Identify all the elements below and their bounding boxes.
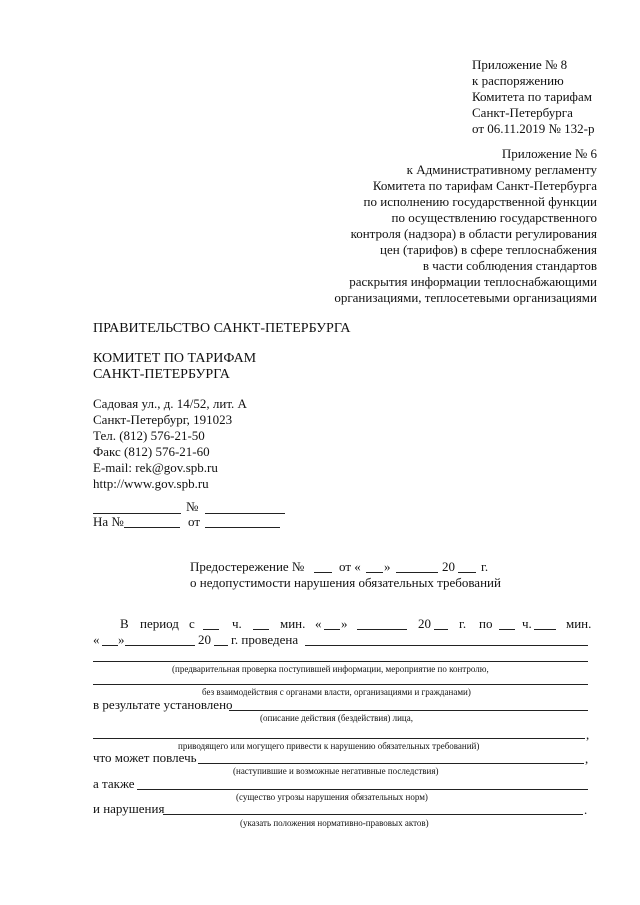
government-heading: ПРАВИТЕЛЬСТВО САНКТ-ПЕТЕРБУРГА (93, 321, 351, 336)
period-word: » (341, 616, 348, 631)
phone-line: Тел. (812) 576-21-50 (93, 428, 205, 443)
reply-number-field[interactable] (124, 527, 180, 528)
consequences-comma: , (585, 751, 589, 766)
reply-date-field[interactable] (205, 527, 280, 528)
start-year-field[interactable] (434, 629, 448, 630)
period-word: г. (459, 616, 467, 631)
established-label: в результате установлено (93, 697, 233, 712)
violations-field[interactable] (163, 814, 583, 815)
warning-month-field[interactable] (396, 572, 438, 573)
end-minute-field[interactable] (534, 629, 556, 630)
appendix-8-line: к распоряжению (472, 73, 564, 88)
appendix-8-line: Приложение № 8 (472, 57, 568, 72)
row2-year-prefix: 20 (198, 632, 211, 647)
period-word: мин. (566, 616, 592, 631)
warning-year-field[interactable] (458, 572, 476, 573)
caption-check-type: (предварительная проверка поступившей информации, мероприятие по контролю, (172, 664, 489, 674)
period-word: В (120, 616, 129, 631)
start-month-field[interactable] (357, 629, 407, 630)
title-warning-label: Предостережение № (190, 559, 305, 574)
appendix-8-line: Комитета по тарифам (472, 89, 592, 104)
title-subject: о недопустимости нарушения обязательных требований (190, 575, 501, 590)
also-label: а также (93, 776, 135, 791)
conducted-field-continued[interactable] (93, 661, 588, 662)
appendix-6-line: Комитета по тарифам Санкт-Петербурга (372, 178, 597, 193)
period-word: мин. (280, 616, 306, 631)
violations-period: . (584, 802, 588, 817)
appendix-6-line: цен (тарифов) в сфере теплоснабжения (380, 242, 597, 257)
appendix-6-line: организациями, теплосетевыми организациями (334, 290, 597, 305)
title-from-label: от « (339, 559, 361, 574)
committee-heading-city: САНКТ-ПЕТЕРБУРГА (93, 367, 230, 382)
appendix-8-line: Санкт-Петербурга (472, 105, 573, 120)
start-day-field[interactable] (324, 629, 340, 630)
established-field[interactable] (229, 710, 588, 711)
appendix-6-line: по осуществлению государственного (391, 210, 597, 225)
conducted-field-line3[interactable] (93, 684, 588, 685)
warning-day-field[interactable] (366, 572, 383, 573)
address-line: Санкт-Петербург, 191023 (93, 412, 233, 427)
number-sign: № (186, 499, 199, 514)
period-word: « (315, 616, 322, 631)
website-line: http://www.gov.spb.ru (93, 476, 209, 491)
violations-label: и нарушения (93, 801, 165, 816)
start-hour-field[interactable] (203, 629, 219, 630)
appendix-8-line: от 06.11.2019 № 132-р (472, 121, 595, 136)
row2-conducted: г. проведена (231, 632, 299, 647)
appendix-6-line: к Административному регламенту (406, 162, 597, 177)
title-year-suffix: г. (481, 559, 489, 574)
caption-threat: (существо угрозы нарушения обязательных норм) (236, 792, 428, 802)
conducted-field[interactable] (305, 645, 588, 646)
may-cause-label: что может повлечь (93, 750, 197, 765)
reply-to-label: На № (93, 514, 124, 529)
end-month-field[interactable] (125, 645, 195, 646)
title-year-prefix: 20 (442, 559, 455, 574)
appendix-6-line: в части соблюдения стандартов (422, 258, 597, 273)
appendix-6-line: контроля (надзора) в области регулирования (350, 226, 597, 241)
end-hour-field[interactable] (499, 629, 515, 630)
address-line: Садовая ул., д. 14/52, лит. А (93, 396, 247, 411)
title-quote-close: » (384, 559, 391, 574)
committee-heading: КОМИТЕТ ПО ТАРИФАМ (93, 351, 257, 366)
fax-line: Факс (812) 576-21-60 (93, 444, 210, 459)
line-period: , (586, 727, 590, 742)
end-day-field[interactable] (102, 645, 118, 646)
caption-violation-leading: приводящего или могущего привести к нарушению обязательных требований) (178, 741, 480, 751)
row2-quote-open: « (93, 632, 100, 647)
reply-from-label: от (188, 514, 201, 529)
appendix-6-line: раскрытия информации теплоснабжающими (349, 274, 597, 289)
consequences-field[interactable] (198, 763, 584, 764)
period-word: период (140, 616, 179, 631)
period-word: по (479, 616, 493, 631)
row2-quote-close: » (118, 632, 125, 647)
start-minute-field[interactable] (253, 629, 269, 630)
caption-consequences: (наступившие и возможные негативные последствия) (233, 766, 439, 776)
period-word: ч. (522, 616, 532, 631)
outgoing-number-field[interactable] (205, 513, 285, 514)
threat-field[interactable] (137, 789, 588, 790)
appendix-6-line: по исполнению государственной функции (363, 194, 597, 209)
warning-number-field[interactable] (314, 572, 332, 573)
end-year-field[interactable] (214, 645, 228, 646)
period-word: 20 (418, 616, 431, 631)
caption-legal-acts: (указать положения нормативно-правовых актов) (240, 818, 429, 828)
appendix-6-line: Приложение № 6 (501, 146, 597, 161)
period-word: с (189, 616, 195, 631)
caption-action-description: (описание действия (бездействия) лица, (260, 713, 413, 723)
caption-no-interaction: без взаимодействия с органами власти, организациями и гражданами) (202, 687, 471, 697)
appendix-6-block (277, 146, 597, 306)
period-word: ч. (232, 616, 242, 631)
email-line: E-mail: rek@gov.spb.ru (93, 460, 218, 475)
established-field-continued[interactable] (93, 738, 585, 739)
